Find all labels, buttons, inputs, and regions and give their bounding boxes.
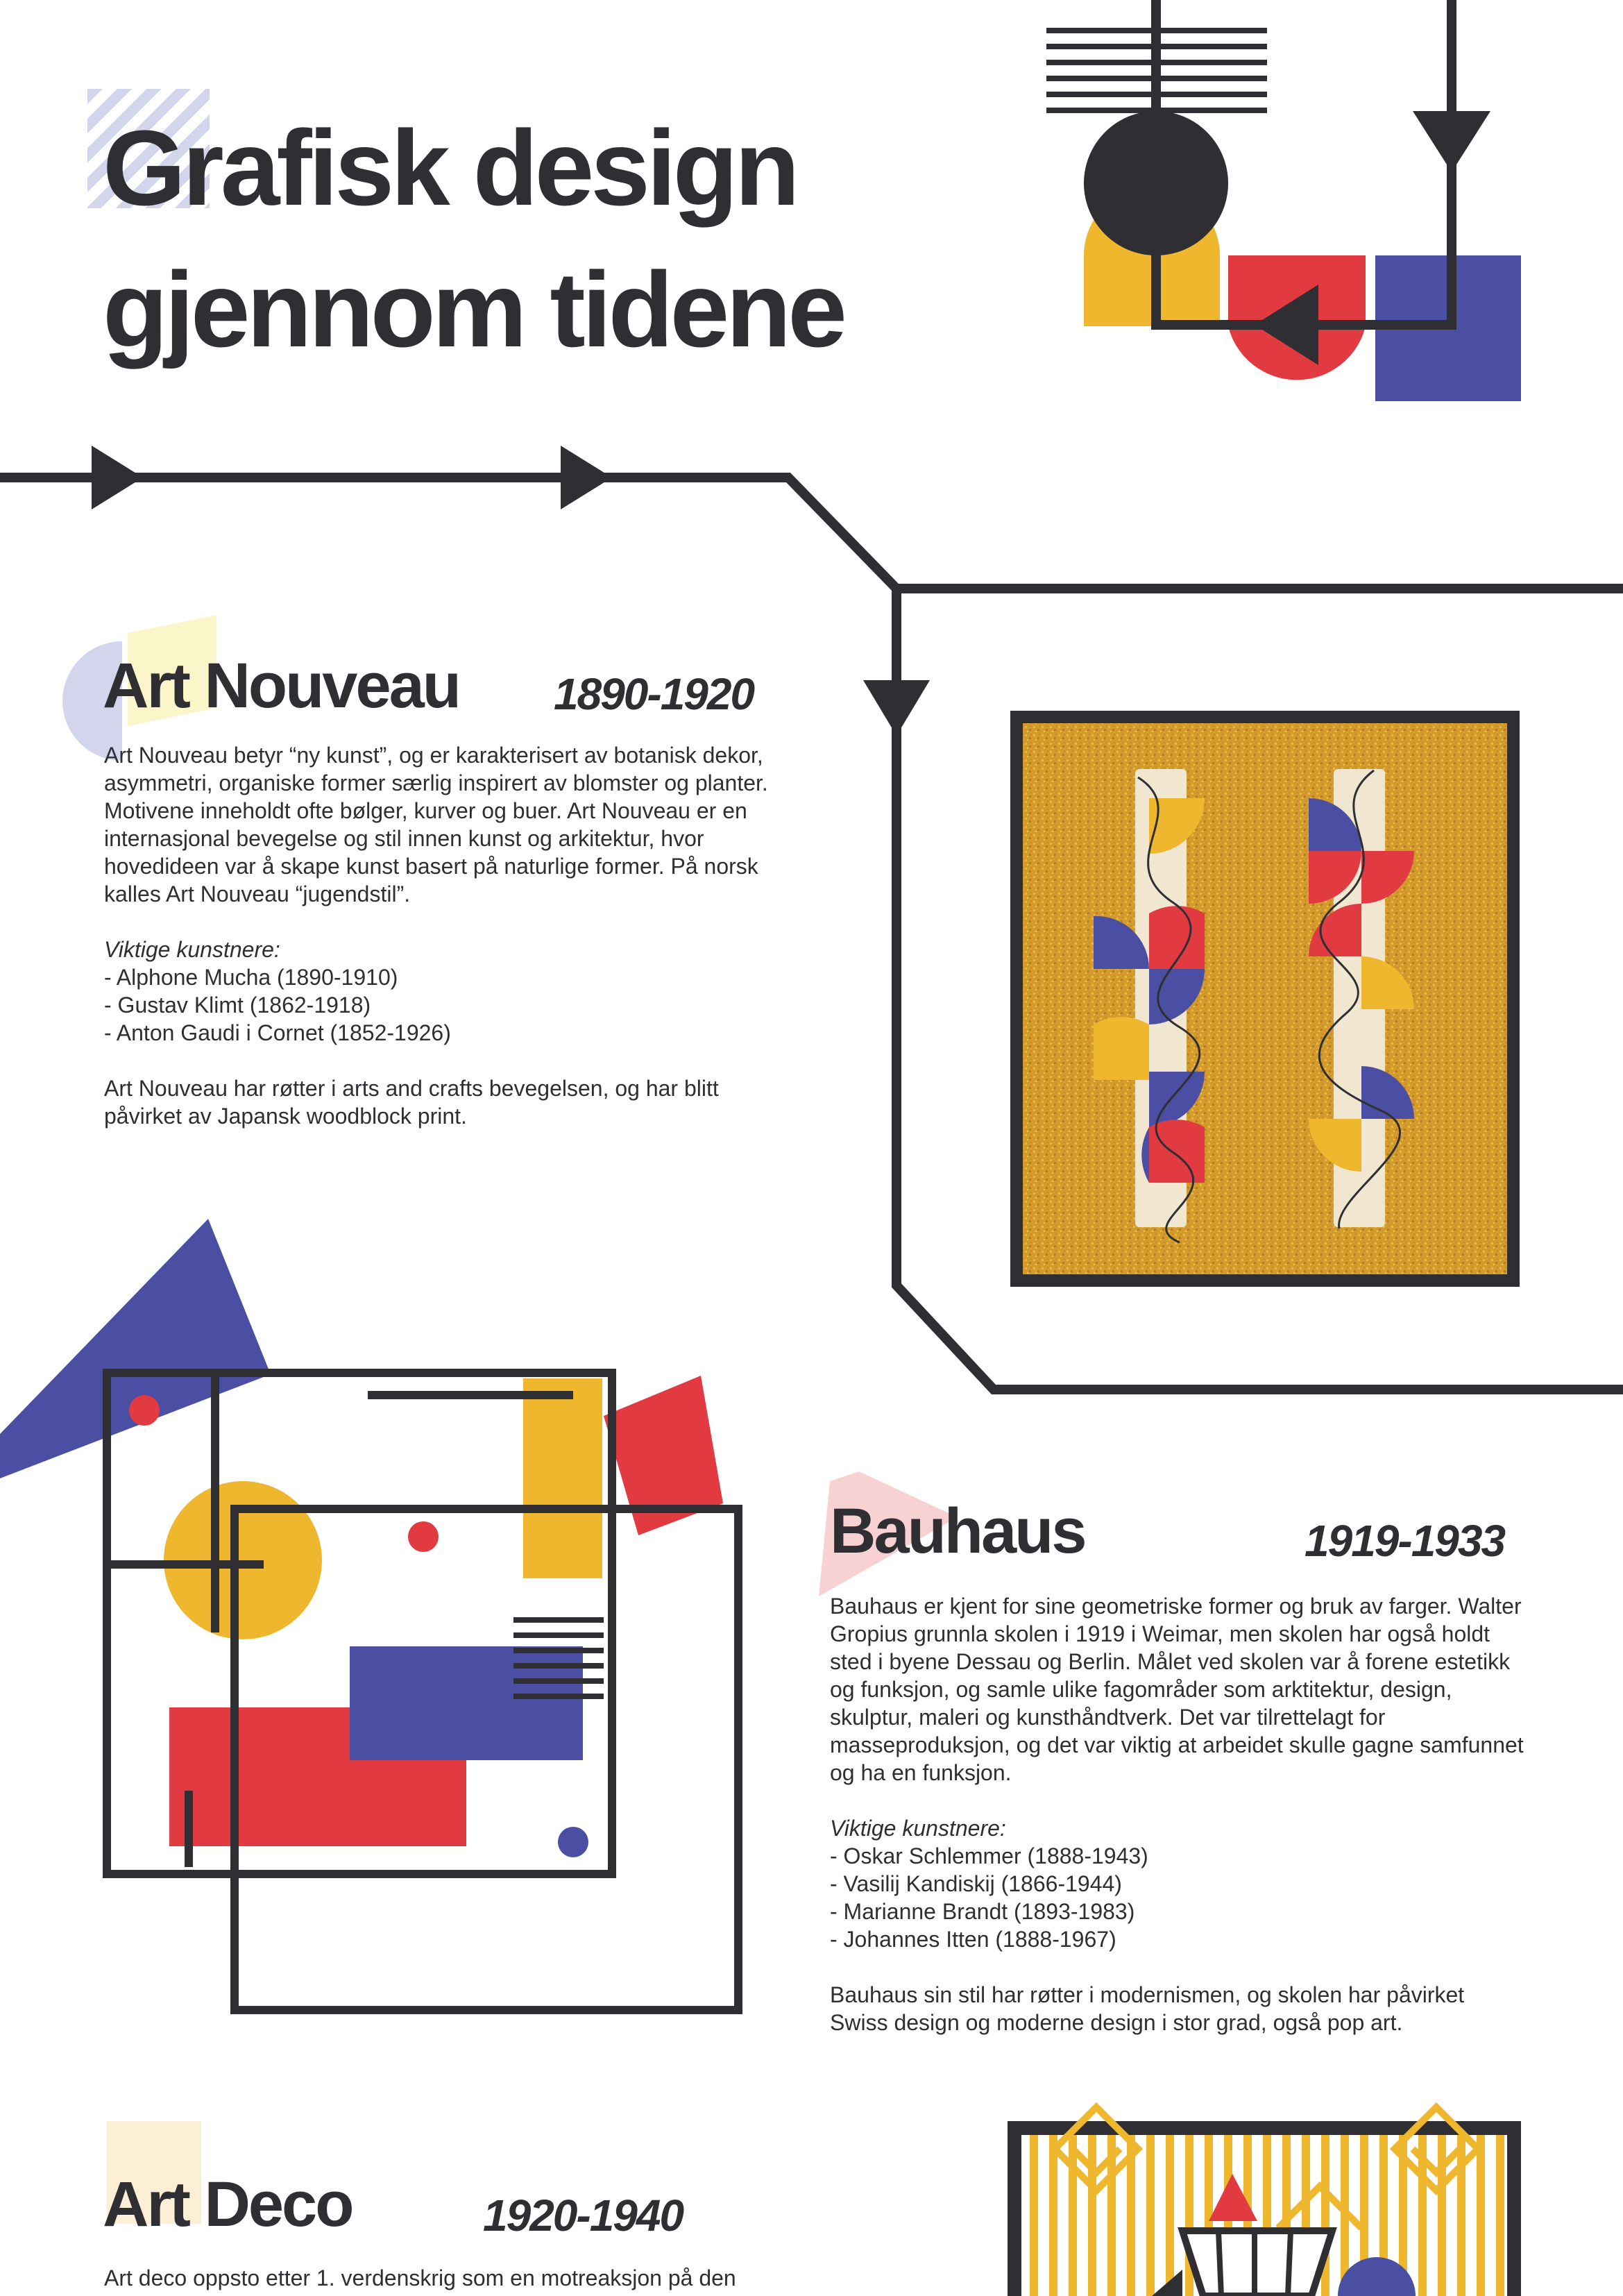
art-nouveau-years: 1890-1920: [554, 669, 754, 719]
timeline-arrow-2: [561, 446, 612, 509]
bauhaus-artwork: [0, 1219, 738, 2010]
art-nouveau-artists-list: [104, 963, 791, 1047]
art-nouveau-artists-label: Viktige kunstnere:: [104, 937, 280, 962]
list-item: - Vasilij Kandiskij (1866-1944): [830, 1871, 1122, 1896]
page-title-line-2: gjennom tidene: [103, 250, 844, 369]
bauhaus-paragraph: Bauhaus er kjent for sine geometriske former og bruk av farger. Walter Gropius grunnla skolen i 1919 i Weimar, men skolen har også holdt sted i byene Dessau og Berlin. Målet ved skolen var å forene estetikk og funksjon, og samle ulike fagområder som arktitektur, design, skulptur, maleri og kunsthåndtverk. Det var tilrettelagt for masseproduksjon, og det var viktig at arbeidet skulle gagne samfunnet og ha en funksjon.: [830, 1594, 1524, 1785]
page-title: [103, 97, 844, 380]
art-deco-heading: Art Deco: [103, 2169, 352, 2240]
art-nouveau-body: [104, 741, 791, 1130]
art-nouveau-paragraph: Art Nouveau betyr “ny kunst”, og er karakterisert av botanisk dekor, asymmetri, organiske former særlig inspirert av blomster og planter. Motivene inneholdt ofte bølger, kurver og buer. Art Nouveau er en internasjonal bevegelse og stil innen kunst og arkitektur, hvor hovedideen var å skape kunst basert på naturlige former. På norsk kalles Art Nouveau “jugendstil”.: [104, 743, 768, 906]
list-item: - Johannes Itten (1888-1967): [830, 1927, 1116, 1952]
art-nouveau-heading: Art Nouveau: [103, 650, 459, 721]
art-nouveau-artwork: [1010, 711, 1520, 1287]
list-item: - Marianne Brandt (1893-1983): [830, 1899, 1135, 1924]
bauhaus-artists-label: Viktige kunstnere:: [830, 1816, 1006, 1841]
art-deco-body: [104, 2264, 798, 2292]
timeline-arrow-3: [863, 680, 930, 736]
art-nouveau-note: Art Nouveau har røtter i arts and crafts bevegelsen, og har blitt påvirket av Japansk woodblock print.: [104, 1076, 719, 1129]
art-deco-artwork: [1008, 2107, 1521, 2296]
top-right-composition: [1046, 0, 1521, 401]
bauhaus-note: Bauhaus sin stil har røtter i modernismen, og skolen har påvirket Swiss design og moderne design i stor grad, også pop art.: [830, 1982, 1465, 2035]
list-item: - Oskar Schlemmer (1888-1943): [830, 1843, 1148, 1868]
bauhaus-heading: Bauhaus: [830, 1496, 1085, 1567]
timeline-arrow-1: [92, 446, 143, 509]
art-deco-years: 1920-1940: [483, 2191, 683, 2240]
bauhaus-years: 1919-1933: [1305, 1516, 1505, 1566]
list-item: - Gustav Klimt (1862-1918): [104, 993, 371, 1018]
list-item: - Alphone Mucha (1890-1910): [104, 965, 398, 990]
bauhaus-artists-list: [830, 1842, 1524, 1953]
art-deco-paragraph: Art deco oppsto etter 1. verdenskrig som en motreaksjon på den: [104, 2265, 736, 2290]
page-title-line-1: Grafisk design: [103, 108, 797, 228]
bauhaus-body: [830, 1592, 1524, 2036]
list-item: - Anton Gaudi i Cornet (1852-1926): [104, 1020, 451, 1045]
